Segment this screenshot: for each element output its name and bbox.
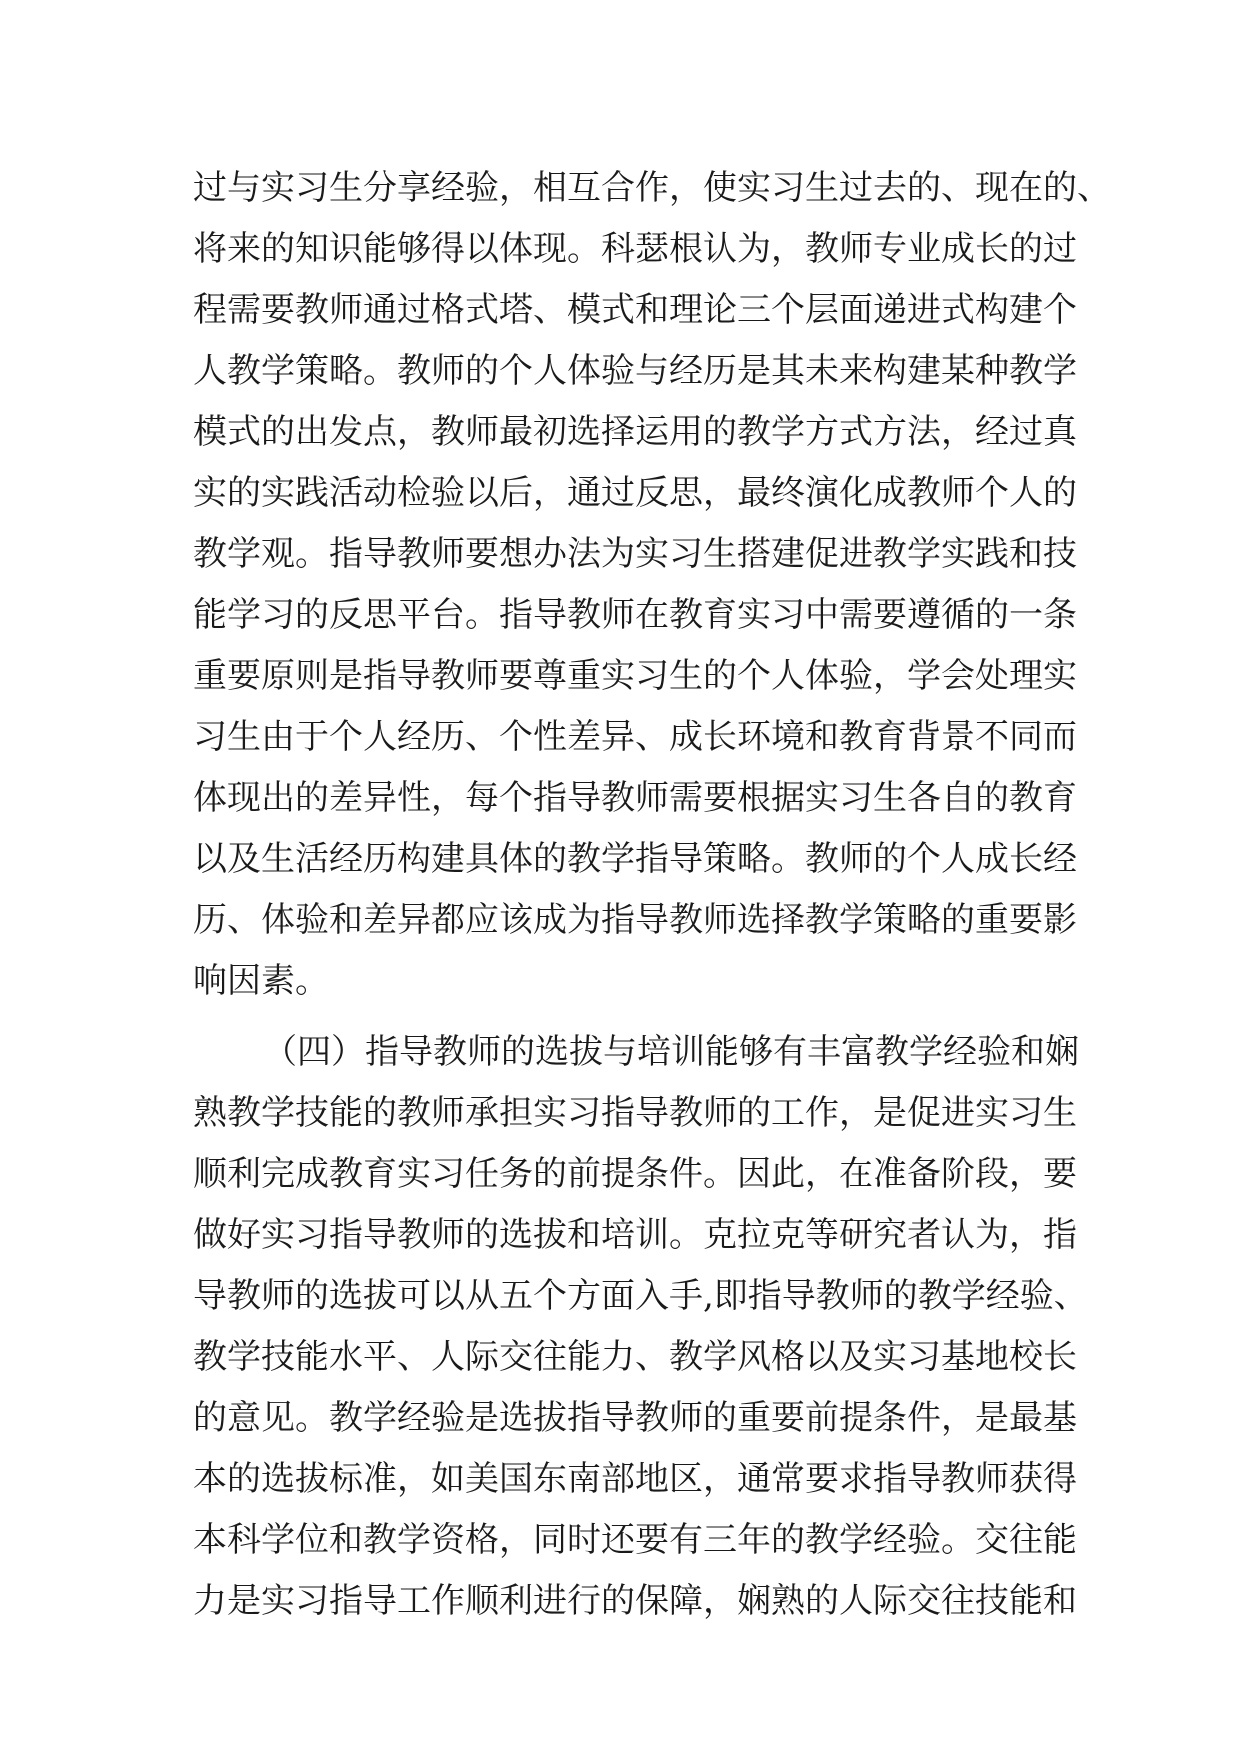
text-line: 顺利完成教育实习任务的前提条件。因此，在准备阶段，要 [193, 1154, 1077, 1194]
text-line: 力是实习指导工作顺利进行的保障，娴熟的人际交往技能和 [193, 1581, 1077, 1621]
text-line: 重要原则是指导教师要尊重实习生的个人体验，学会处理实 [193, 656, 1077, 696]
paragraph-gap [193, 1012, 1053, 1022]
body-text [193, 158, 1111, 1632]
text-line: 能学习的反思平台。指导教师在教育实习中需要遵循的一条 [193, 595, 1077, 635]
text-line: 导教师的选拔可以从五个方面入手,即指导教师的教学经验、 [193, 1276, 1088, 1316]
text-line: 本的选拔标准，如美国东南部地区，通常要求指导教师获得 [193, 1459, 1077, 1499]
text-line: 做好实习指导教师的选拔和培训。克拉克等研究者认为，指 [193, 1215, 1077, 1255]
text-line: 体现出的差异性，每个指导教师需要根据实习生各自的教育 [193, 778, 1077, 818]
paragraph-1 [193, 158, 1111, 1012]
text-line: 模式的出发点，教师最初选择运用的教学方式方法，经过真 [193, 412, 1077, 452]
text-line: 教学技能水平、人际交往能力、教学风格以及实习基地校长 [193, 1337, 1077, 1377]
text-line: 过与实习生分享经验，相互合作，使实习生过去的、现在的、 [193, 168, 1111, 208]
text-line: 历、体验和差异都应该成为指导教师选择教学策略的重要影 [193, 900, 1077, 940]
section-heading-line: （四）指导教师的选拔与培训能够有丰富教学经验和娴 [263, 1032, 1079, 1072]
text-line: 响因素。 [193, 961, 329, 1001]
paragraph-2 [193, 1022, 1088, 1632]
text-line: 将来的知识能够得以体现。科瑟根认为，教师专业成长的过 [193, 229, 1077, 269]
text-line: 程需要教师通过格式塔、模式和理论三个层面递进式构建个 [193, 290, 1077, 330]
text-line: 熟教学技能的教师承担实习指导教师的工作，是促进实习生 [193, 1093, 1077, 1133]
text-line: 实的实践活动检验以后，通过反思，最终演化成教师个人的 [193, 473, 1077, 513]
text-line: 以及生活经历构建具体的教学指导策略。教师的个人成长经 [193, 839, 1077, 879]
text-line: 教学观。指导教师要想办法为实习生搭建促进教学实践和技 [193, 534, 1077, 574]
text-line: 习生由于个人经历、个性差异、成长环境和教育背景不同而 [193, 717, 1077, 757]
text-line: 本科学位和教学资格，同时还要有三年的教学经验。交往能 [193, 1520, 1077, 1560]
text-line: 人教学策略。教师的个人体验与经历是其未来构建某种教学 [193, 351, 1077, 391]
text-line: 的意见。教学经验是选拔指导教师的重要前提条件，是最基 [193, 1398, 1077, 1438]
